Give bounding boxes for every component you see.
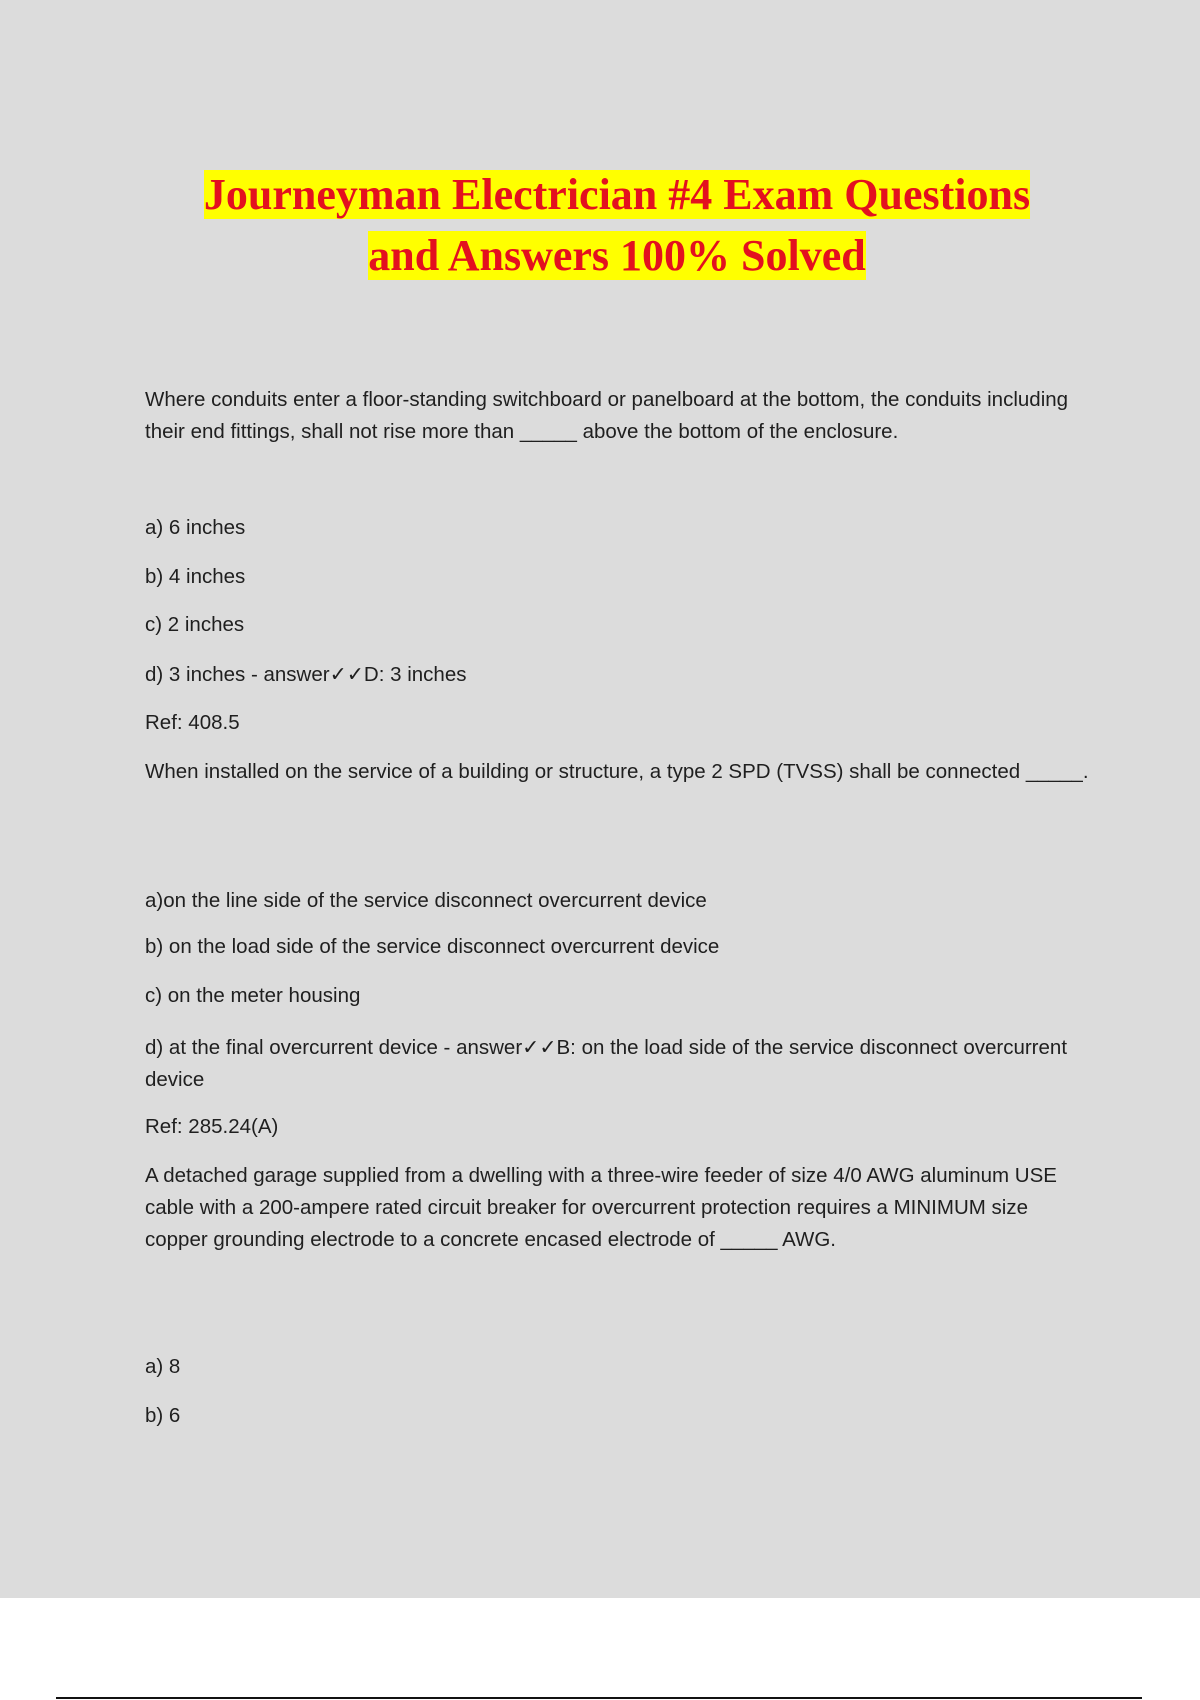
question-2-option-d: d) at the final overcurrent device - answer✓✓B: on the load side of the service disconnect overcurrent device <box>145 1036 1068 1091</box>
question-2-option-b: b) on the load side of the service disconnect overcurrent device <box>145 935 720 958</box>
title-line-1: Journeyman Electrician #4 Exam Questions <box>203 170 1031 219</box>
question-3-option-b: b) 6 <box>145 1404 181 1427</box>
question-1-option-c: c) 2 inches <box>145 613 245 636</box>
title-line-2: and Answers 100% Solved <box>368 231 866 280</box>
question-1-ref: Ref: 408.5 <box>145 711 240 734</box>
question-1-option-d: d) 3 inches - answer✓✓D: 3 inches <box>145 663 467 686</box>
question-2-option-a: a)on the line side of the service disconnect overcurrent device <box>145 889 707 912</box>
question-1-prompt: Where conduits enter a floor-standing switchboard or panelboard at the bottom, the conduits including their end fittings, shall not rise more than _____ above the bottom of the enclosure. <box>145 388 1069 443</box>
question-3-prompt: A detached garage supplied from a dwelling with a three-wire feeder of size 4/0 AWG aluminum USE cable with a 200-ampere rated circuit breaker for overcurrent protection requires a MINIMUM size copper grounding electrode to a concrete encased electrode of _____ AWG. <box>145 1164 1057 1251</box>
document-title <box>0 164 1200 286</box>
question-2-ref: Ref: 285.24(A) <box>145 1115 279 1138</box>
question-3-option-a: a) 8 <box>145 1355 181 1378</box>
question-1-option-a: a) 6 inches <box>145 516 246 539</box>
question-1-option-b: b) 4 inches <box>145 565 246 588</box>
question-2-prompt: When installed on the service of a building or structure, a type 2 SPD (TVSS) shall be connected _____. <box>145 760 1089 783</box>
question-2-option-c: c) on the meter housing <box>145 984 361 1007</box>
footer-divider <box>56 1697 1142 1699</box>
